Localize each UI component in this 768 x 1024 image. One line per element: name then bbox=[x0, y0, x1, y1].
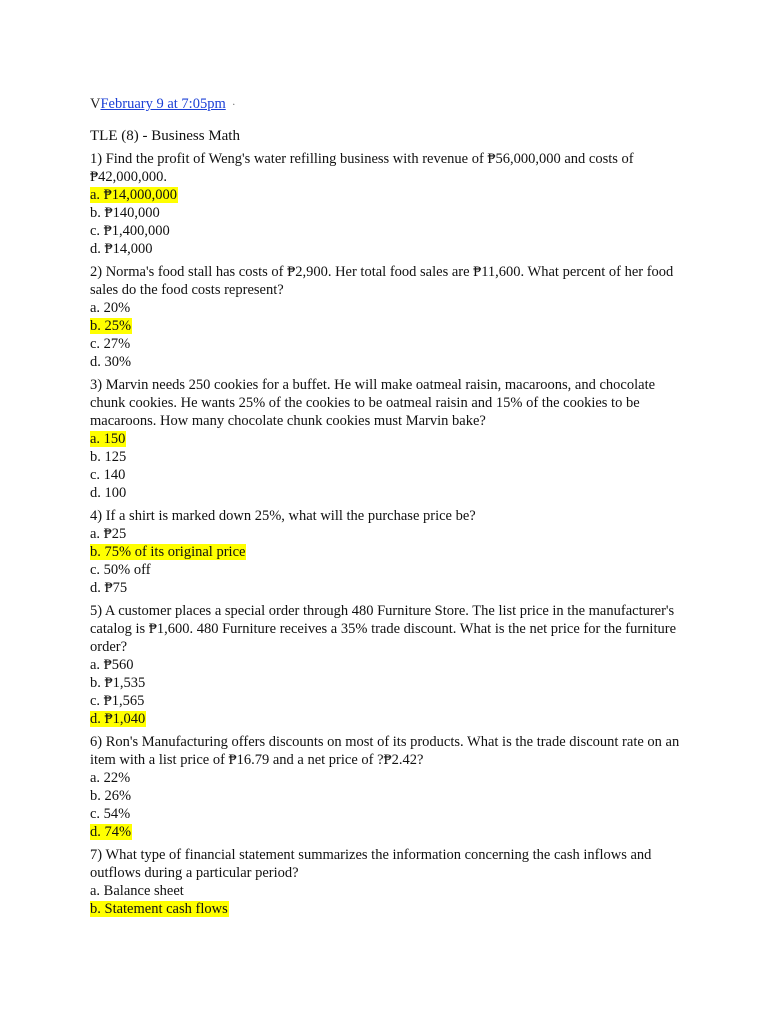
answer-option-label: d. 30% bbox=[90, 354, 132, 370]
question-text: 4) If a shirt is marked down 25%, what will the purchase price be? bbox=[90, 508, 476, 524]
answer-option-label: c. 54% bbox=[90, 806, 131, 822]
answer-option-label: b. Statement cash flows bbox=[90, 901, 228, 917]
answer-option bbox=[90, 882, 690, 900]
answer-option bbox=[90, 561, 690, 579]
answer-option bbox=[90, 674, 690, 692]
question-text: 2) Norma's food stall has costs of ₱2,900. Her total food sales are ₱11,600. What percent of her food sales do the food costs represent? bbox=[90, 264, 674, 298]
answer-option-highlighted bbox=[90, 186, 690, 204]
question-text: 1) Find the profit of Weng's water refilling business with revenue of ₱56,000,000 and costs of ₱42,000,000. bbox=[90, 151, 634, 185]
answer-option-highlighted bbox=[90, 823, 690, 841]
question-item bbox=[90, 263, 690, 371]
answer-option-label: a. 22% bbox=[90, 770, 131, 786]
answer-option-highlighted bbox=[90, 710, 690, 728]
answer-option-highlighted bbox=[90, 430, 690, 448]
answer-option-label: a. ₱25 bbox=[90, 526, 127, 542]
answer-option bbox=[90, 692, 690, 710]
document-page bbox=[90, 95, 690, 923]
answer-option-label: a. 20% bbox=[90, 300, 131, 316]
answer-option-label: a. ₱14,000,000 bbox=[90, 187, 177, 203]
answer-option-label: a. Balance sheet bbox=[90, 883, 184, 899]
answer-option bbox=[90, 353, 690, 371]
answer-option bbox=[90, 656, 690, 674]
header-prefix: V bbox=[90, 96, 101, 112]
answer-option bbox=[90, 204, 690, 222]
question-item bbox=[90, 507, 690, 597]
answer-option bbox=[90, 335, 690, 353]
document-title: TLE (8) - Business Math bbox=[90, 128, 240, 144]
question-text: 3) Marvin needs 250 cookies for a buffet. He will make oatmeal raisin, macaroons, and chocolate chunk cookies. He wants 25% of the cookies to be oatmeal raisin and 15% of the cookies to be macaroons. How many chocolate chunk cookies must Marvin bake? bbox=[90, 377, 656, 429]
answer-option-label: b. 25% bbox=[90, 318, 132, 334]
answer-option bbox=[90, 240, 690, 258]
answer-option bbox=[90, 448, 690, 466]
answer-option-label: d. ₱1,040 bbox=[90, 711, 146, 727]
answer-option-label: c. 27% bbox=[90, 336, 131, 352]
answer-option bbox=[90, 787, 690, 805]
answer-option-label: b. 75% of its original price bbox=[90, 544, 246, 560]
answer-option-label: b. ₱140,000 bbox=[90, 205, 160, 221]
answer-option-label: c. ₱1,565 bbox=[90, 693, 145, 709]
question-text: 6) Ron's Manufacturing offers discounts on most of its products. What is the trade discount rate on an item with a list price of ₱16.79 and a net price of ?₱2.42? bbox=[90, 734, 680, 768]
header-separator-dot: · bbox=[231, 97, 236, 111]
answer-option-label: c. 140 bbox=[90, 467, 126, 483]
question-list bbox=[90, 150, 690, 918]
answer-option-label: d. ₱75 bbox=[90, 580, 128, 596]
answer-option-label: b. ₱1,535 bbox=[90, 675, 146, 691]
answer-option-highlighted bbox=[90, 900, 690, 918]
answer-option-label: b. 26% bbox=[90, 788, 132, 804]
answer-option-highlighted bbox=[90, 317, 690, 335]
answer-option bbox=[90, 484, 690, 502]
question-text: 7) What type of financial statement summarizes the information concerning the cash inflows and outflows during a particular period? bbox=[90, 847, 652, 881]
answer-option bbox=[90, 805, 690, 823]
answer-option-highlighted bbox=[90, 543, 690, 561]
answer-option-label: c. 50% off bbox=[90, 562, 151, 578]
answer-option-label: d. 100 bbox=[90, 485, 127, 501]
answer-option-label: d. ₱14,000 bbox=[90, 241, 153, 257]
answer-option-label: a. ₱560 bbox=[90, 657, 134, 673]
question-item bbox=[90, 733, 690, 841]
answer-option-label: a. 150 bbox=[90, 431, 126, 447]
answer-option bbox=[90, 299, 690, 317]
post-header bbox=[90, 95, 690, 113]
question-item bbox=[90, 376, 690, 502]
answer-option bbox=[90, 525, 690, 543]
answer-option-label: d. 74% bbox=[90, 824, 132, 840]
answer-option bbox=[90, 466, 690, 484]
question-text: 5) A customer places a special order through 480 Furniture Store. The list price in the manufacturer's catalog is ₱1,600. 480 Furniture receives a 35% trade discount. What is the net price for the furniture order? bbox=[90, 603, 677, 655]
answer-option-label: c. ₱1,400,000 bbox=[90, 223, 170, 239]
question-item bbox=[90, 150, 690, 258]
question-item bbox=[90, 846, 690, 918]
answer-option-label: b. 125 bbox=[90, 449, 127, 465]
question-item bbox=[90, 602, 690, 728]
post-date-link[interactable]: February 9 at 7:05pm bbox=[100, 96, 226, 112]
answer-option bbox=[90, 769, 690, 787]
answer-option bbox=[90, 579, 690, 597]
answer-option bbox=[90, 222, 690, 240]
